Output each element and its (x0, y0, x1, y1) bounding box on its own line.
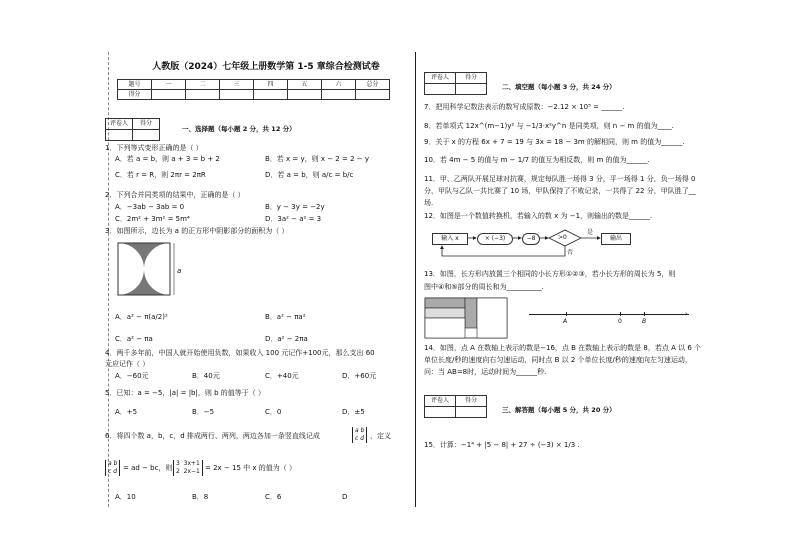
q5-option-a: A．+5 (115, 408, 138, 416)
q2-option-c: C．2m² + 3m² = 5m⁴ (115, 215, 190, 223)
score-cell (288, 90, 322, 100)
grader-box-3 (424, 395, 487, 418)
score-cell (152, 90, 186, 100)
q3-option-b: B．a² − πa² (265, 313, 306, 321)
score-label: 得分 (133, 119, 160, 130)
score-cell (456, 407, 487, 418)
reviewer-label: 评卷人 (425, 396, 456, 407)
question-6: 6．将四个数 a，b，c，d 排成两行、两列，两边各加一条竖直线记成 (105, 432, 320, 440)
q1-option-b: B．若 x = y，则 x − 2 = 2 − y (265, 155, 369, 163)
flow-yes: 是 (587, 229, 594, 236)
question-2: 2．下列合并同类项的结果中，正确的是（ ） (105, 191, 245, 199)
q1-option-a: A．若 a = b，则 a + 3 = b + 2 (115, 155, 220, 163)
question-13: 13．如图，长方形内放置三个相同的小长方形①②③，若小长方形的周长为 5，则 (424, 270, 676, 278)
q5-option-b: B．−5 (192, 408, 215, 416)
score-header: 四 (254, 80, 288, 90)
score-header: 六 (322, 80, 356, 90)
q6-definition: = ad − bc，则 (123, 464, 173, 472)
flow-condition: >0 (558, 234, 567, 241)
number-line-arrow: › (685, 310, 688, 318)
flow-subtract: −8 (522, 233, 540, 245)
grader-box-1 (105, 118, 160, 141)
q1-option-d: D．若 a = b，则 a/c = b/c (265, 171, 354, 179)
reviewer-label: 评卷人 (106, 119, 133, 130)
column-divider (415, 52, 416, 507)
question-7: 7．把用科学记数法表示的数写成原数：−2.12 × 10⁵ = ______. (424, 103, 625, 111)
label-point-a: A (563, 318, 568, 325)
score-cell (456, 84, 487, 95)
det-b: b (360, 427, 365, 434)
question-5: 5．已知：a = −5，|a| = |b|，则 b 的值等于（ ） (105, 389, 265, 397)
score-header: 三 (220, 80, 254, 90)
q6-equation: = 2x − 15 中 x 的值为（ ） (205, 464, 296, 472)
det-m11: 3 (176, 460, 180, 467)
reviewer-cell (425, 84, 456, 95)
det-b: b (113, 460, 118, 467)
question-9: 9．关于 x 的方程 6x + 7 = 19 与 3x = 18 − 3m 的解相同，则 m 的值为______. (424, 138, 685, 146)
flow-output: 输出 (601, 233, 631, 245)
q3-option-c: C．a² − πa (115, 335, 153, 343)
question-6-define: ，定义 (370, 432, 391, 440)
question-13-line2: 图中④和⑤部分的周长和为__________. (424, 283, 544, 291)
exam-page (97, 52, 701, 507)
det-c: c (355, 435, 359, 442)
det-d: d (113, 468, 118, 475)
tick-b (644, 312, 645, 316)
question-14-line2: 单位长度/秒的速度向右匀速运动，同时点 B 以 2 个单位长度/秒的速度向左匀速运动， (424, 356, 692, 364)
q4-option-b: B．40元 (192, 372, 220, 380)
q4-option-c: C．+40元 (265, 372, 299, 380)
question-4: 4．两千多年前，中国人就开始使用负数，如果收入 100 元记作+100元，那么支出 60 (105, 349, 375, 357)
score-header: 一 (152, 80, 186, 90)
reviewer-cell (106, 130, 133, 141)
flow-multiply: × (−3) (477, 233, 513, 245)
question-1: 1．下列等式变形正确的是（ ） (105, 144, 203, 152)
det-a: a (355, 427, 359, 434)
score-header: 二 (186, 80, 220, 90)
q13-rectangle-figure (424, 297, 510, 341)
q6-option-a: A．10 (115, 493, 136, 501)
score-header: 总分 (356, 80, 390, 90)
q3-option-d: D．a² − 2πa (265, 335, 308, 343)
number-line (529, 314, 689, 315)
section-2-title: 二、填空题（每小题 3 分，共 24 分） (502, 83, 616, 91)
det-c: c (108, 468, 112, 475)
q6-determinant-symbol (352, 427, 367, 443)
question-12: 12．如图是一个数值转换机，若输入的数 x 为 −1，则输出的数是______. (424, 212, 653, 220)
det-d: d (360, 435, 365, 442)
score-row-label: 得分 (118, 90, 152, 100)
score-cell (186, 90, 220, 100)
question-14-line3: 问：当 AB=8时，运动时间为______秒. (424, 368, 547, 376)
q6-det-generic (105, 460, 120, 476)
flow-input: 输入 x (432, 233, 468, 245)
score-table (117, 79, 390, 100)
question-15: 15．计算：−1⁴ + |5 − 8| + 27 ÷ (−3) × 1/3 . (424, 441, 580, 449)
q2-option-d: D．3a² − a² = 3 (265, 215, 322, 223)
q2-option-b: B．y − 3y = −2y (265, 203, 325, 211)
label-origin: 0 (618, 318, 622, 325)
q6-det-numeric (173, 460, 203, 476)
score-cell (133, 130, 160, 141)
label-point-b: B (642, 318, 647, 325)
score-header: 题号 (118, 80, 152, 90)
q5-option-c: C．0 (265, 408, 282, 416)
q6-option-d: D (342, 493, 348, 501)
question-3: 3．如图所示，边长为 a 的正方形中阴影部分的面积为（ ） (105, 227, 289, 235)
question-14: 14．如图，点 A 在数轴上表示的数是−16，点 B 在数轴上表示的数是 8，若点 A 以 6 个 (424, 344, 701, 352)
score-cell (254, 90, 288, 100)
q1-option-c: C．若 r = R，则 2πr = 2πR (115, 171, 206, 179)
flow-no: 否 (567, 249, 574, 256)
grader-box-2 (424, 72, 487, 95)
score-label: 得分 (456, 396, 487, 407)
question-11-line3: 场. (424, 199, 434, 207)
det-m22: 2x−1 (183, 468, 200, 475)
det-m12: 3x+1 (183, 460, 200, 467)
det-m21: 2 (176, 468, 180, 475)
question-11-line2: 分，甲队与乙队一共比赛了 10 场，甲队保持了不败记录，一共得了 22 分，甲队胜了__ (424, 187, 696, 195)
q5-option-d: D．±5 (342, 408, 365, 416)
section-1-title: 一、选择题（每小题 2 分，共 12 分） (182, 125, 296, 133)
q6-option-c: C．6 (265, 493, 282, 501)
q4-option-a: A．−60元 (115, 372, 149, 380)
reviewer-label: 评卷人 (425, 73, 456, 84)
q3-option-a: A．a² − π(a/2)² (115, 313, 168, 321)
section-3-title: 三、解答题（每小题 5 分，共 20 分） (502, 406, 616, 414)
det-a: a (108, 460, 112, 467)
reviewer-cell (425, 407, 456, 418)
question-4-cont: 元应记作（ ） (105, 360, 150, 368)
question-8: 8．若单项式 12x^(m−1)y² 与 −1/3·x²y^n 是同类项，则 n − m 的值为____. (424, 122, 674, 130)
exam-title: 人教版（2024）七年级上册数学第 1-5 章综合检测试卷 (152, 62, 380, 72)
score-cell (322, 90, 356, 100)
question-10: 10．若 4m − 5 的值与 m − 1/7 的值互为相反数，则 m 的值为______. (424, 156, 650, 164)
question-11: 11．甲、乙两队开展足球对抗赛，规定每队胜一场得 3 分，平一场得 1 分，负一场得 0 (424, 175, 696, 183)
q4-option-d: D．+60元 (342, 372, 377, 380)
score-cell (220, 90, 254, 100)
q3-side-label: a (177, 267, 182, 275)
score-cell (356, 90, 390, 100)
score-header: 五 (288, 80, 322, 90)
tick-a (566, 312, 567, 316)
q2-option-a: A．−3ab − 3ab = 0 (115, 203, 185, 211)
q6-option-b: B．8 (192, 493, 209, 501)
tick-origin (620, 312, 621, 316)
score-label: 得分 (456, 73, 487, 84)
q3-square-figure (117, 242, 181, 302)
